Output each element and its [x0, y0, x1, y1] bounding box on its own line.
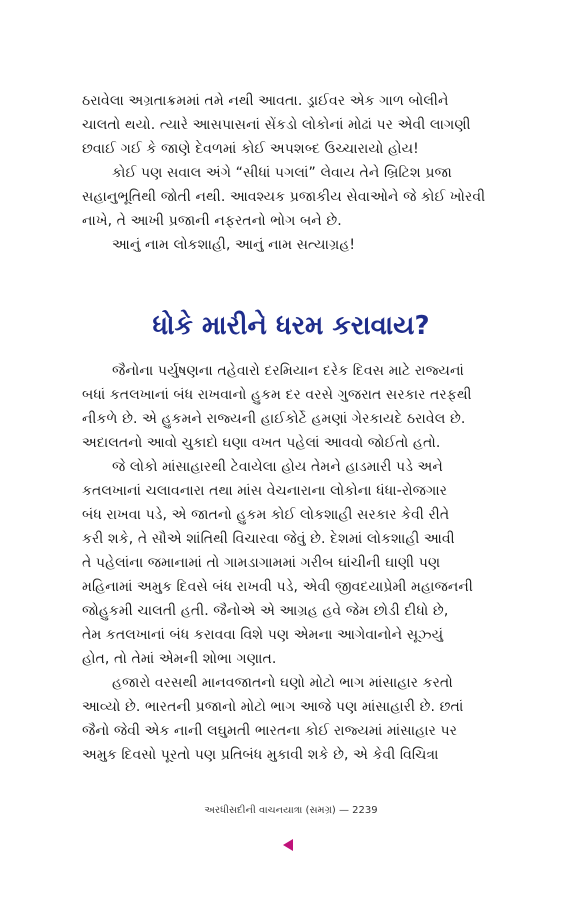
left-triangle-icon[interactable]	[283, 839, 293, 851]
text-line: નીકળે છે. એ હુકમને રાજ્યની હાઈકોર્ટે હમણાં ગેરકાયદે ઠરાવેલ છે.	[82, 411, 466, 427]
text-line: મહિનામાં અમુક દિવસે બંધ રાખવી પડે, એવી જીવદયાપ્રેમી મહાજનની	[82, 579, 473, 595]
intro-text	[82, 89, 502, 257]
article-heading: ધોકે મારીને ધરમ કરાવાય?	[152, 311, 430, 341]
text-line: હોત, તો તેમાં એમની શોભા ગણાત.	[82, 651, 277, 667]
text-line: તે પહેલાંના જમાનામાં તો ગામડાગામમાં ગરીબ ઘાંચીની ઘાણી પણ	[82, 555, 441, 571]
text-line: અમુક દિવસો પૂરતો પણ પ્રતિબંધ મુકાવી શકે છે, એ કેવી વિચિત્રા	[82, 747, 439, 763]
text-line: નાખે, તે આખી પ્રજાની નફરતનો ભોગ બને છે.	[82, 213, 342, 229]
text-line: આવ્યો છે. ભારતની પ્રજાનો મોટો ભાગ આજે પણ માંસાહારી છે. છતાં	[82, 699, 464, 715]
text-line: કતલખાનાં ચલાવનારા તથા માંસ વેચનારાના લોકોના ધંધા-રોજગાર	[82, 483, 448, 499]
text-line: જૈનો જેવી એક નાની લઘુમતી ભારતના કોઈ રાજ્યમાં માંસાહાર પર	[82, 723, 458, 739]
text-line: હજારો વરસથી માનવજાતનો ઘણો મોટો ભાગ માંસાહાર કરતો	[112, 675, 453, 691]
text-line: જે લોકો માંસાહારથી ટેવાયેલા હોય તેમને હાડમારી પડે અને	[112, 459, 443, 475]
text-line: છવાઈ ગઈ કે જાણે દેવળમાં કોઈ અપશબ્દ ઉચ્ચારાયો હોય!	[82, 141, 419, 157]
text-line: સહાનુભૂતિથી જોતી નથી. આવશ્યક પ્રજાકીય સેવાઓને જે કોઈ ખોરવી	[82, 189, 486, 205]
text-line: કોઈ પણ સવાલ અંગે “સીધાં પગલાં” લેવાય તેને બ્રિટિશ પ્રજા	[112, 165, 452, 181]
page-footer: અરધીસદીની વાચનયાત્રા (સમગ્ર) — 2239	[204, 805, 378, 816]
text-line: બધાં કતલખાનાં બંધ રાખવાનો હુકમ દર વરસે ગુજરાત સરકાર તરફથી	[82, 387, 472, 403]
text-line: બંધ રાખવા પડે, એ જાતનો હુકમ કોઈ લોકશાહી સરકાર કેવી રીતે	[82, 507, 450, 523]
text-line: જૈનોના પર્યુષણના તહેવારો દરમિયાન દરેક દિવસ માટે રાજ્યનાં	[112, 363, 464, 379]
text-line: તેમ કતલખાનાં બંધ કરાવવા વિશે પણ એમના આગેવાનોને સૂઝ્યું	[82, 627, 444, 643]
text-line: કરી શકે, તે સૌએ શાંતિથી વિચારવા જેવું છે. દેશમાં લોકશાહી આવી	[82, 531, 455, 547]
article-body	[82, 359, 502, 767]
text-line: આનું નામ લોકશાહી, આનું નામ સત્યાગ્રહ!	[112, 237, 356, 253]
text-line: ઠરાવેલા અગ્રતાક્રમમાં તમે નથી આવતા. ડ્રાઈવર એક ગાળ બોલીને	[82, 93, 449, 109]
text-line: અદાલતનો આવો ચુકાદો ઘણા વખત પહેલાં આવવો જોઈતો હતો.	[82, 435, 441, 451]
text-line: ચાલતો થયો. ત્યારે આસપાસનાં સેંકડો લોકોનાં મોઢાં પર એવી લાગણી	[82, 117, 471, 133]
text-line: જોહુકમી ચાલતી હતી. જૈનોએ એ આગ્રહ હવે જેમ છોડી દીધો છે,	[82, 603, 449, 619]
